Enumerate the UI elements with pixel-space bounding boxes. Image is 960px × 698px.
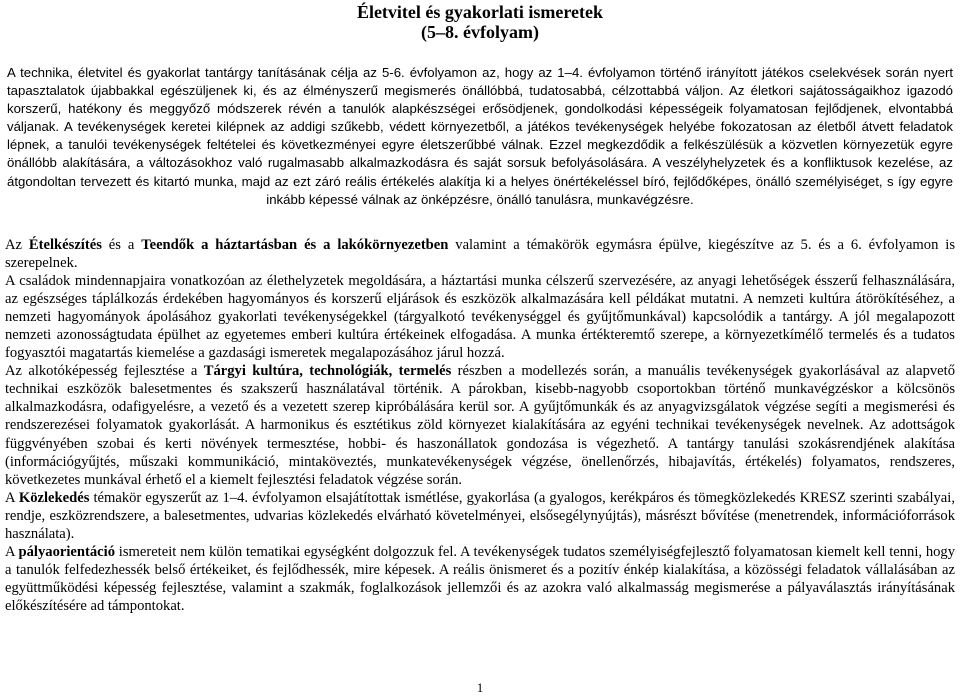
document-subtitle: (5–8. évfolyam) bbox=[421, 22, 539, 42]
paragraph-4 bbox=[5, 489, 955, 543]
text-span: és a bbox=[101, 237, 142, 253]
paragraph-2: A családok mindennapjaira vonatkozóan az élethelyzetek megoldására, a háztartási munka célszerű szervezésére, az anyagi lehetőségek ésszerű felhasználására, az egészséges táplálkozás érdekében hagyományos és korszerű eljárások és eszközök alkalmazására kell példákat mutatni. A nemzeti kultúra átörökítéséhez, a nemzeti hagyományok ápolásához gyakorlati tevékenységekkel (tárgyalkotó tevékenységgel és gyűjtőmunkával) kapcsolódik a tantárgy. A jól megalapozott nemzeti azonosságtudata épülhet az egyetemes emberi kultúra értékeinek elfogadása. A munka értékteremtő szerepe, a környezetkímélő termelés és a tudatos fogyasztói magatartás kiemelése a gazdasági ismeretek megalapozásához járul hozzá. bbox=[5, 273, 955, 362]
text-span: Az bbox=[5, 237, 29, 253]
text-span: A bbox=[5, 489, 19, 506]
text-span: valamint a témakörök egymásra épülve, kiegészítve az 5. és a 6. évfolyamon is szerepelnek. bbox=[5, 237, 956, 272]
bold-term: Tárgyi kultúra, technológiák, termelés bbox=[203, 363, 452, 380]
bold-term: Közlekedés bbox=[18, 489, 90, 506]
text-span: A bbox=[5, 543, 19, 560]
document-title: Életvitel és gyakorlati ismeretek bbox=[356, 2, 604, 22]
text-span: témakör egyszerűt az 1–4. évfolyamon elsajátítottak ismétlése, gyakorlása (a gyalogos, kerékpáros és tömegközlekedés KRESZ szerinti szabályai, rendje, eszközrendszere, a balesetmentes, udvarias közlekedés elvárható követelményei, elsősegélynyújtás), másrészt bővítése (menetrendek, információforrások használata). bbox=[5, 489, 955, 542]
bold-term: pályaorientáció bbox=[18, 543, 115, 560]
bold-term: Ételkészítés bbox=[28, 237, 102, 253]
paragraph-5 bbox=[5, 543, 955, 615]
page-number: 1 bbox=[476, 680, 484, 695]
paragraph-3 bbox=[5, 362, 955, 488]
text-span: ismereteit nem külön tematikai egységként dolgozzuk fel. A tevékenységek tudatos személyiségfejlesztő folyamatosan kiemelt kell tenni, hogy a tanulók felfedezhessék belső értékeiket, és fejlődhessék, mire képesek. A reális önismeret és a pozitív énkép kialakítása, a közösségi feladatok vállalásában az együttműködési képesség fejlesztése, valamint a szakmák, foglalkozások jellemzői és az azokra való alkalmasság megismerése a pályaválasztás irányításának előkészítésére ad támpontokat. bbox=[5, 543, 956, 614]
bold-term: Teendők a háztartásban és a lakókörnyezetben bbox=[141, 237, 449, 253]
text-span: részben a modellezés során, a manuális tevékenységek gyakorlásával az alapvető technikai eszközök balesetmentes és szakszerű használatával történik. A párokban, kisebb-nagyobb csoportokban történő munkavégzéskor a kölcsönös alkalmazkodásra, odafigyelésre, a vezető és a vezetett szerep kipróbálására kerül sor. A gyűjtőmunkák és az anyagvizsgálatok végzése segíti a megismerési és rendszerezései folyamatok gyakorlását. A harmonikus és esztétikus zöld környezet kialakítására az egyéni technikai tevékenységek nevelnek. Az adottságok függvényében szobai és kerti növények termesztése, hobbi- és haszonállatok gondozása is végezhető. A tantárgy tanulási szokásrendjének alakítása (információgyűjtés, műszaki kommunikáció, mintaköveztés, munkatevékenységek végzése, önellenőrzés, hibajavítás, értékelés) folyamatos, rendszeres, következetes munkával érhető el a kiemelt fejlesztési feladatok végzése során. bbox=[5, 363, 955, 488]
body-text bbox=[5, 236, 955, 615]
intro-paragraph: A technika, életvitel és gyakorlat tantárgy tanításának célja az 5-6. évfolyamon az, hogy az 1–4. évfolyamon történő irányított játékos cselekvések során nyert tapasztalatok újabbakkal egészüljenek ki, és az élményszerű megismerés önállóbbá, tudatosabbá, célzottabbá váljon. Az életkori sajátosságaikhoz igazodó korszerű, hatékony és meggyőző módszerek révén a tanulók alapkészségei erősödjenek, gondolkodási képességeik folyamatosan fejlődjenek, elvontabbá váljanak. A tevékenységek keretei kilépnek az addigi szűkebb, védett környezetből, a játékos tevékenységek helyébe fokozatosan az életből átvett feladatok lépnek, a tanulói tevékenységek feltételei és következményei egyre életszerűbbé válnak. Ezzel megkezdődik a felkészülésük a közvetlen környezetük egyre önállóbb alakítására, a változásokhoz való rugalmasabb alkalmazkodásra és saját sorsuk befolyásolására. A veszélyhelyzetek és a konfliktusok kezelése, az átgondoltan tervezett és kitartó munka, majd az ezt záró reális értékelés alakítja ki a helyes önértékeléssel bíró, fejlődőképes, önálló személyiséget, s így egyre inkább képessé válnak az önképzésre, önálló tanulásra, munkavégzésre. bbox=[7, 65, 953, 207]
text-span: Az alkotóképesség fejlesztése a bbox=[5, 363, 204, 380]
paragraph-1 bbox=[5, 236, 955, 272]
